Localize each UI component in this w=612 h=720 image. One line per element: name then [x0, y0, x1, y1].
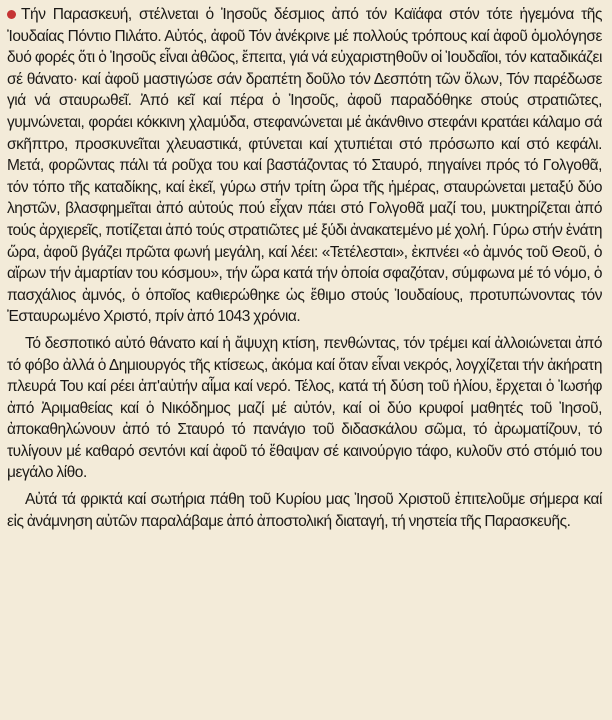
- red-bullet-icon: [7, 10, 16, 19]
- article-paragraph-1: [7, 4, 602, 328]
- article-paragraph-1-text: Τήν Παρασκευή, στέλνεται ὁ Ἰησοῦς δέσμιος ἀπό τόν Καϊάφα στόν τότε ἡγεμόνα τῆς Ἰουδαίας Πόντιο Πιλάτο. Αὐτός, ἀφοῦ Τόν ἀνέκρινε μέ πολλούς τρόπους καί ἀφοῦ ὁμολόγησε δυό φορές ὅτι ὁ Ἰησοῦς εἶναι ἀθῶος, ἔπειτα, γιά νά εὐχαριστηθοῦν οἱ Ἰουδαῖοι, τόν καταδικάζει σέ θάνατο· καί ἀφοῦ μαστιγώσε σάν δραπέτη δοῦλο τόν Δεσπότη τῶν ὅλων, Τόν παρέδωσε γιά νά σταυρωθεῖ. Ἀπό κεῖ καί πέρα ὁ Ἰησοῦς, ἀφοῦ παραδόθηκε στούς στρατιῶτες, γυμνώνεται, φοράει κόκκινη χλαμύδα, στεφανώνεται μέ ἀκάνθινο στεφάνι κρατάει κάλαμο σά σκῆπτρο, προσκυνεῖται χλευαστικά, φτύνεται καί χτυπιέται στό πρόσωπο καί στό κεφάλι. Μετά, φορῶντας πάλι τά ροῦχα του καί βαστάζοντας τό Σταυρό, πηγαίνει πρός τό Γολγοθᾶ, τόν τόπο τῆς καταδίκης, καί ἐκεῖ, γύρω στήν τρίτη ὥρα τῆς ἡμέρας, σταυρώνεται μεταξύ δύο ληστῶν, βλασφημεῖται ἀπό αὐτούς πού εἶχαν πάει στό Γολγοθᾶ μαζί του, μυκτηρίζεται ἀπό τούς ἀρχιερεῖς, ποτίζεται ἀπό τούς στρατιῶτες μέ ξύδι ἀνακατεμένο μέ χολή. Γύρω στήν ἐνάτη ὥρα, ἀφοῦ βγάζει πρῶτα φωνή μεγάλη, καί λέει: «Τετέλεσται», ἐκπνέει «ὁ ἀμνός τοῦ Θεοῦ, ὁ αἴρων τήν ἁμαρτίαν του κόσμου», τήν ὥρα κατά τήν ὁποία σφαζόταν, σύμφωνα μέ τό νόμο, ὁ πασχάλιος ἀμνός, ὁ ὁποῖος καθιερώθηκε ὡς ἔθιμο στούς Ἰουδαίους, προτυπώνοντας τόν Ἐσταυρωμένο Χριστό, πρίν ἀπό 1043 χρόνια.: [7, 6, 602, 326]
- article-paragraph-2: Τό δεσποτικό αὐτό θάνατο καί ἡ ἄψυχη κτίση, πενθώντας, τόν τρέμει καί ἀλλοιώνεται ἀπό τό φόβο ἀλλά ὁ Δημιουργός τῆς κτίσεως, ἀκόμα καί ὅταν εἶναι νεκρός, λογχίζεται τήν ἀκήρατη πλευρά Του καί ρέει ἀπ'αὐτήν αἷμα καί νερό. Τέλος, κατά τή δύση τοῦ ἡλίου, ἔρχεται ὁ Ἰωσήφ ἀπό Ἀριμαθείας καί ὁ Νικόδημος μαζί μέ αὐτόν, καί οἱ δύο κρυφοί μαθητές τοῦ Ἰησοῦ, ἀποκαθηλώνουν ἀπό τό Σταυρό τό πανάγιο τοῦ διδασκάλου σῶμα, τό ἀρωματίζουν, τό τυλίγουν μέ καθαρό σεντόνι καί ἀφοῦ τό ἔθαψαν σέ καινούργιο τάφο, κυλοῦν στό στόμιό του μεγάλο λίθο.: [7, 334, 602, 482]
- article-paragraph-3: Αὐτά τά φρικτά καί σωτήρια πάθη τοῦ Κυρίου μας Ἰησοῦ Χριστοῦ ἐπιτελοῦμε σήμερα καί εἰς ἀνάμνηση αὐτῶν παραλάβαμε ἀπό ἀποστολική διαταγή, τή νηστεία τῆς Παρασκευῆς.: [7, 491, 602, 530]
